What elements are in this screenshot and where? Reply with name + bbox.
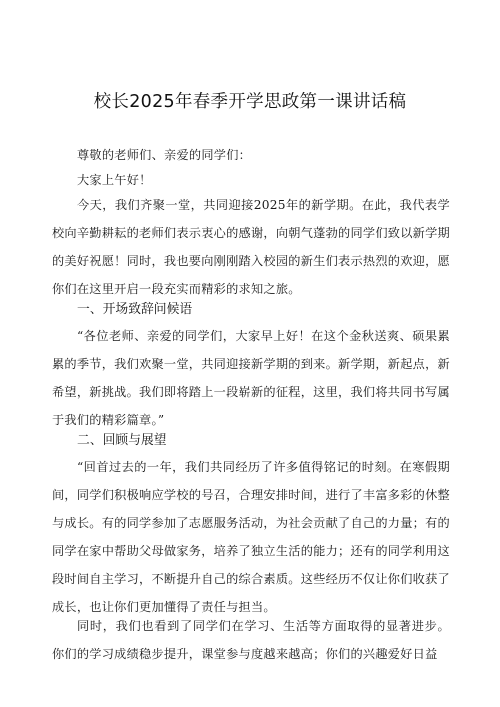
section-heading-review: 二、回顾与展望 — [77, 433, 167, 448]
review-paragraph: “回首过去的一年，我们共同经历了许多值得铭记的时刻。在寒假期间，同学们积极响应学校的号召，合理安排时间，进行了丰富多彩的休整与成长。有的同学参加了志愿服务活动，为社会贡献了自己的力量；有的同学在家中帮助父母做家务，培养了独立生活的能力；还有的同学利用这段时间自主学习，不断提升自己的综合素质。这些经历不仅让你们收获了成长，也让你们更加懂得了责任与担当。 — [52, 460, 450, 614]
section-heading-opening: 一、开场致辞问候语 — [77, 302, 193, 317]
progress-paragraph: 同时，我们也看到了同学们在学习、生活等方面取得的显著进步。你们的学习成绩稳步提升，课堂参与度越来越高；你们的兴趣爱好日益 — [52, 619, 450, 661]
salutation: 尊敬的老师们、亲爱的同学们： — [77, 148, 252, 162]
intro-paragraph: 今天，我们齐聚一堂，共同迎接2025年的新学期。在此，我代表学校向辛勤耕耘的老师们表示衷心的感谢，向朝气蓬勃的同学们致以新学期的美好祝愿！同时，我也要向刚刚踏入校园的新生们表示热烈的欢迎，愿你们在这里开启一段充实而精彩的求知之旅。 — [52, 198, 450, 296]
greeting: 大家上午好！ — [77, 173, 152, 187]
opening-remarks-paragraph: “各位老师、亲爱的同学们，大家早上好！在这个金秋送爽、硕果累累的季节，我们欢聚一堂，共同迎接新学期的到来。新学期，新起点，新希望，新挑战。我们即将踏上一段崭新的征程，这里，我们将共同书写属于我们的精彩篇章。” — [52, 329, 450, 427]
document-title: 校长2025年春季开学思政第一课讲话稿 — [93, 92, 407, 112]
